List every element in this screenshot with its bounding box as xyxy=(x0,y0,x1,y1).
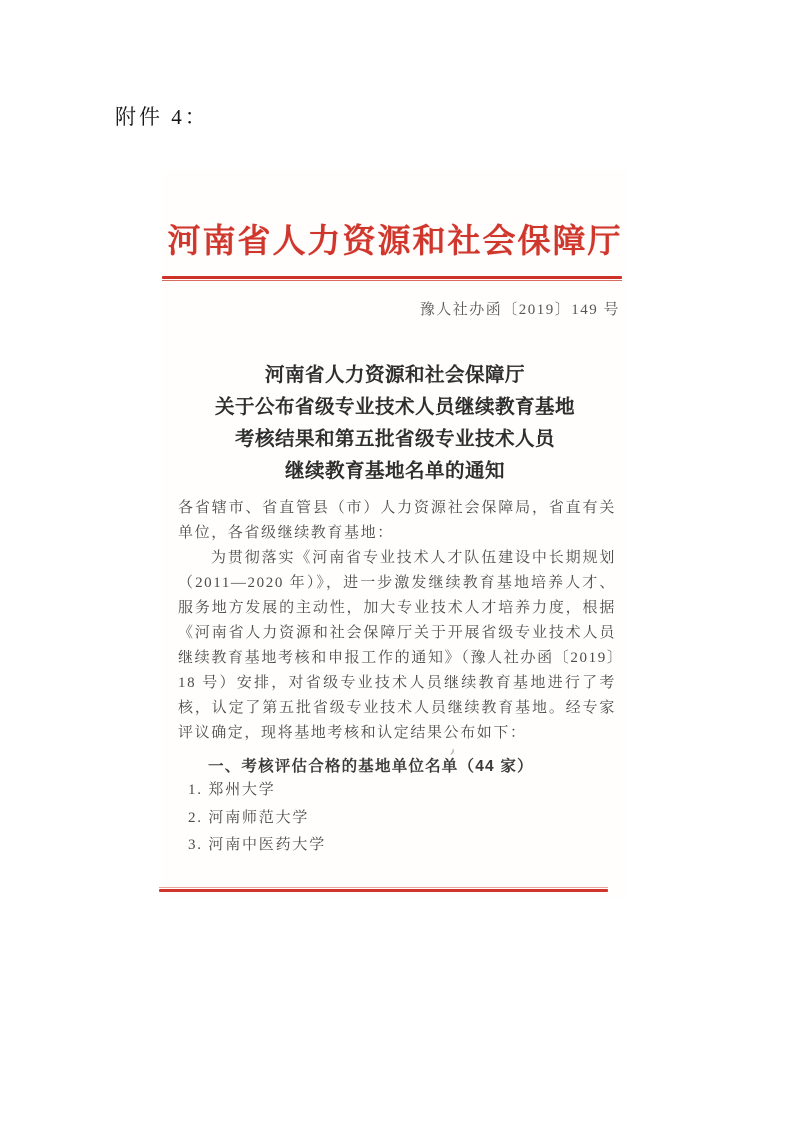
notice-title-line-2: 关于公布省级专业技术人员继续教育基地 xyxy=(214,397,575,418)
scan-bottom-red-line-halo xyxy=(159,887,608,888)
agency-letterhead: 河南省人力资源和社会保障厅 xyxy=(167,224,623,260)
list-item: 1. 郑州大学 xyxy=(188,782,276,798)
notice-title-line-4: 继续教育基地名单的通知 xyxy=(284,461,505,482)
notice-body xyxy=(178,496,616,746)
scan-bottom-red-line xyxy=(159,887,608,892)
body-paragraph: 为贯彻落实《河南省专业技术人才队伍建设中长期规划（2011—2020 年）》，进一步激发继续教育基地培养人才、服务地方发展的主动性，加大专业技术人才培养力度，根据《河南省人力资源和社会保障厅关于开展省级专业技术人员继续教育基地考核和申报工作的通知》（豫人社办函〔2019〕18 号）安排，对省级专业技术人员继续教育基地进行了考核，认定了第五批省级专业技术人员继续教育基地。经专家评议确定，现将基地考核和认定结果公布如下： xyxy=(178,550,616,741)
letterhead-divider xyxy=(162,276,622,281)
salutation-paragraph: 各省辖市、省直管县（市）人力资源社会保障局，省直有关单位，各省级继续教育基地： xyxy=(178,500,616,541)
notice-title xyxy=(152,360,638,488)
letterhead-divider-thin-line xyxy=(162,280,622,281)
letterhead-divider-thick-line xyxy=(162,276,622,279)
attachment-label: 附件 4： xyxy=(115,105,209,129)
base-unit-list xyxy=(188,777,616,860)
scan-bottom-red-line-main xyxy=(159,889,608,892)
document-number: 豫人社办函〔2019〕149 号 xyxy=(419,302,620,318)
list-item: 2. 河南师范大学 xyxy=(188,809,310,826)
section-heading-qualified-bases: 一、考核评估合格的基地单位名单（44 家） xyxy=(208,758,534,775)
list-item: 3. 河南中医药大学 xyxy=(188,837,327,853)
notice-title-line-1: 河南省人力资源和社会保障厅 xyxy=(264,365,525,386)
notice-title-line-3: 考核结果和第五批省级专业技术人员 xyxy=(234,429,555,450)
scanned-notice-image xyxy=(162,170,628,898)
